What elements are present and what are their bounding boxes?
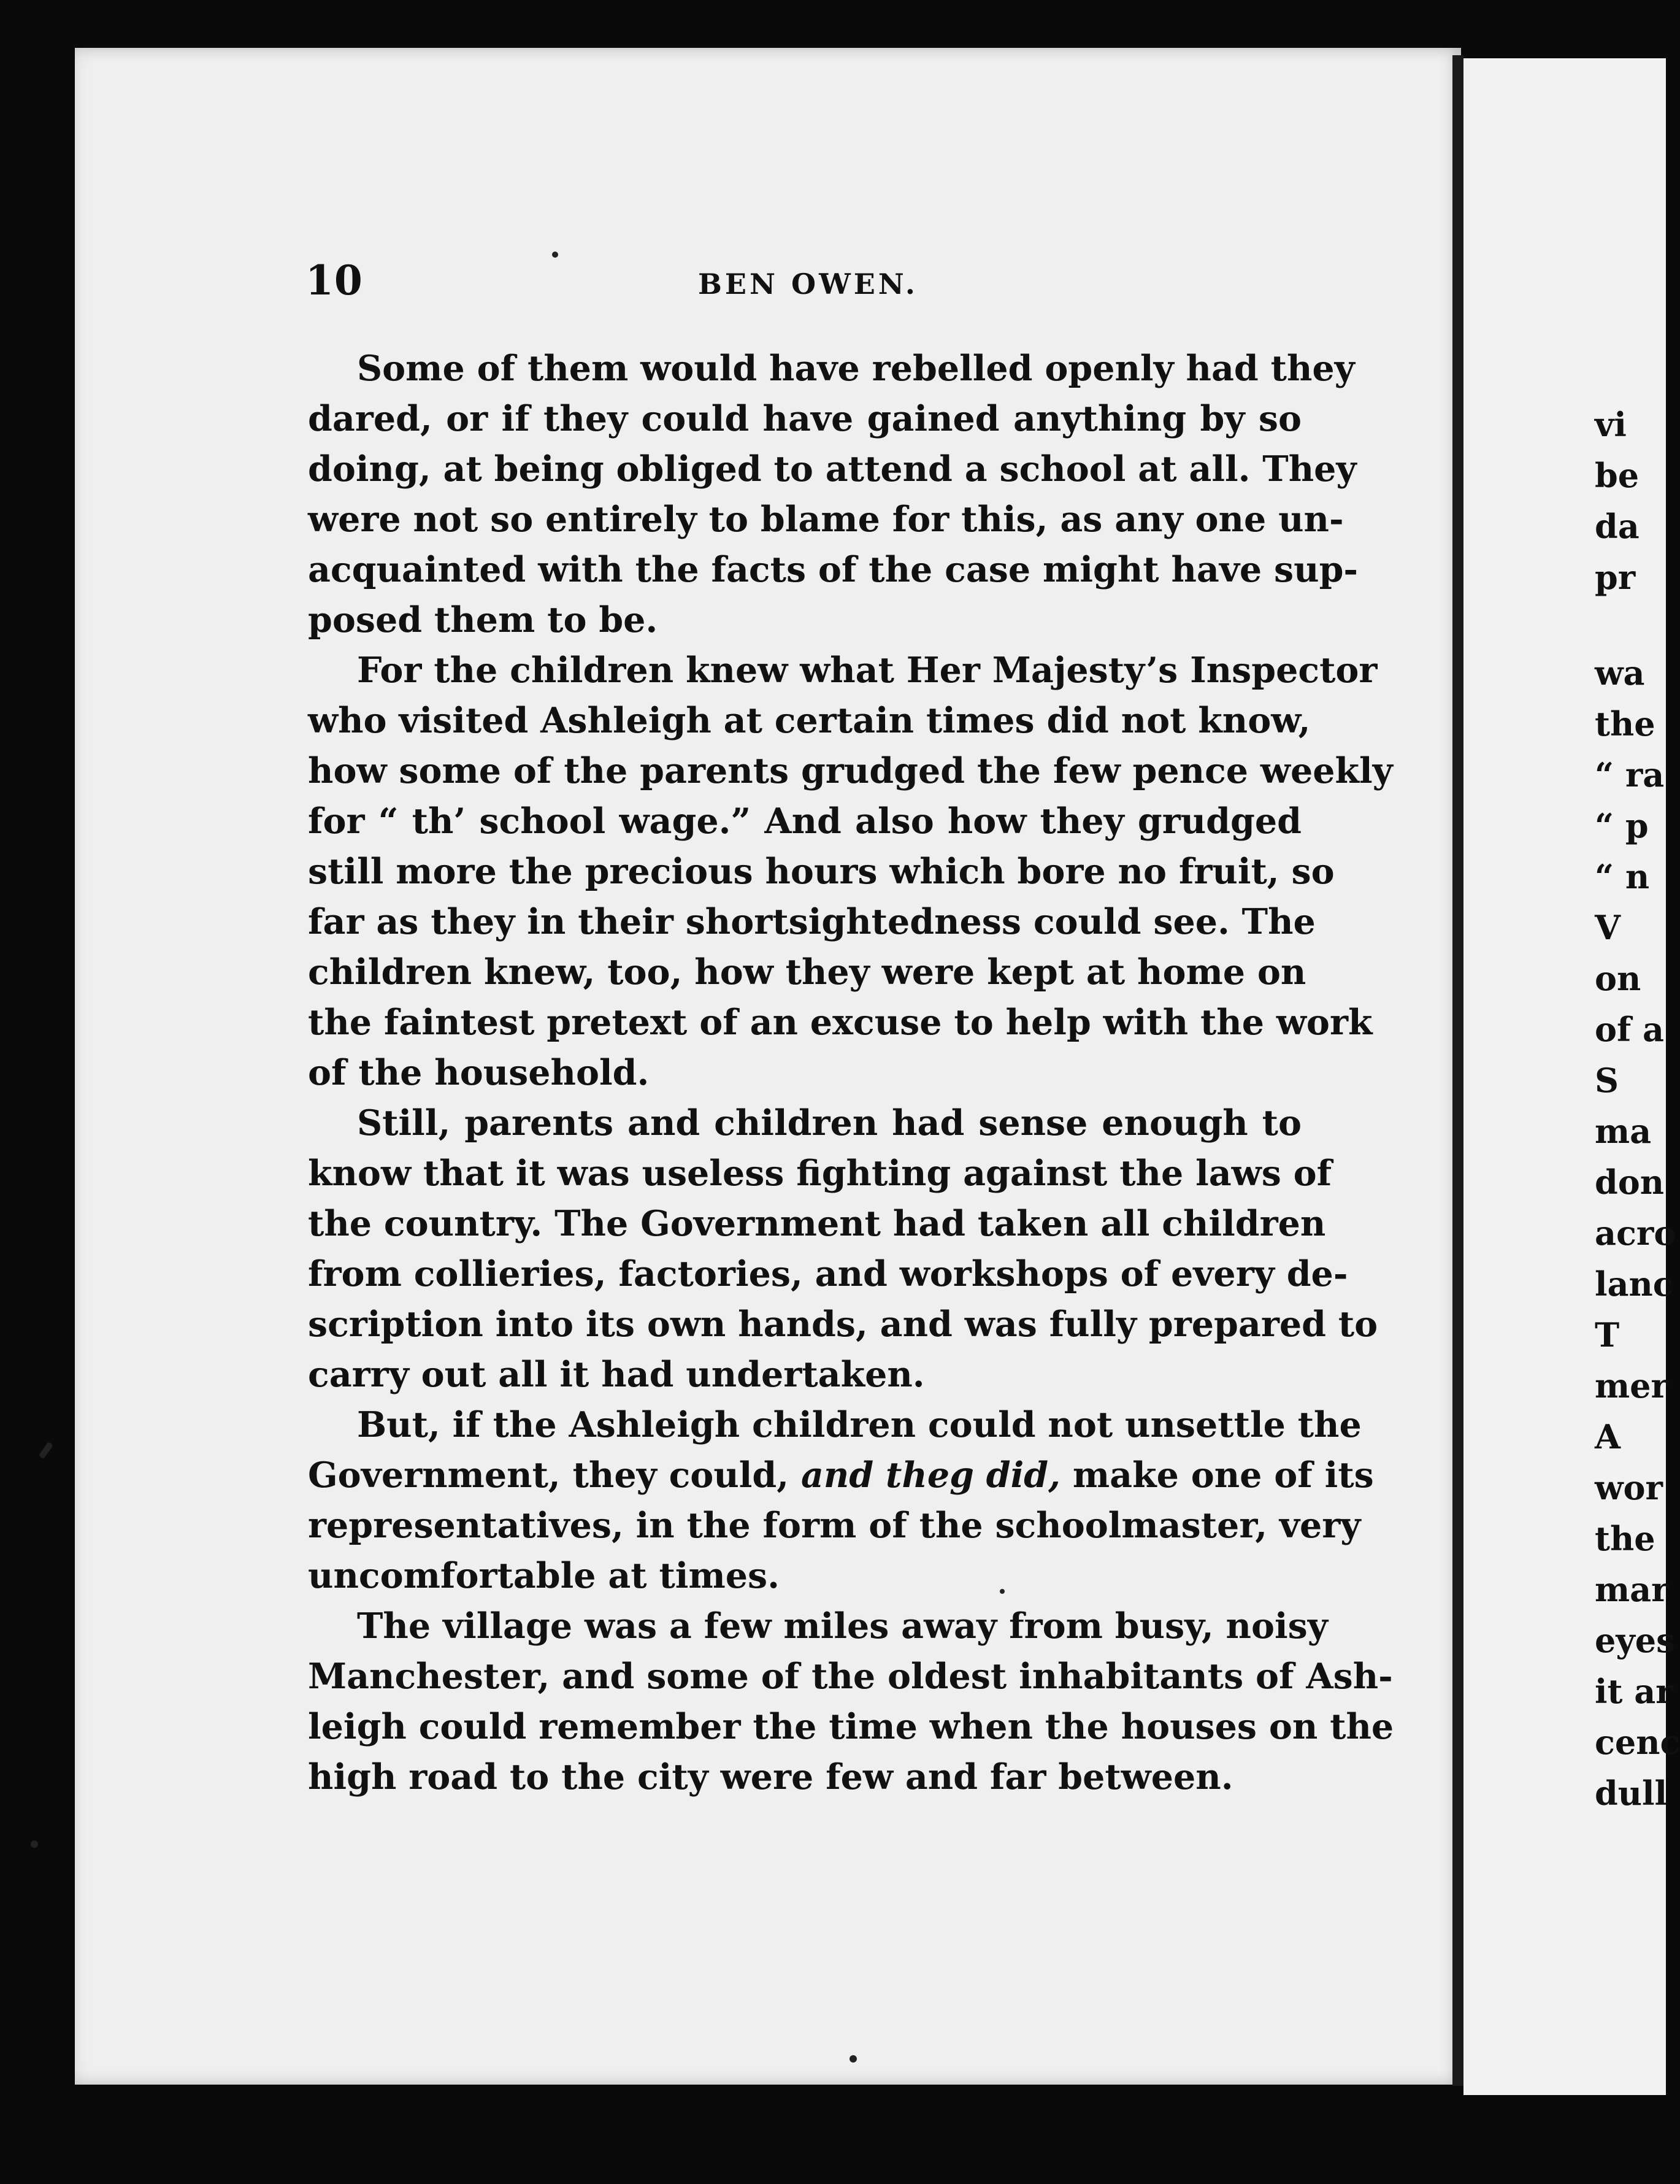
paragraph bbox=[308, 1400, 1374, 1601]
text-line-with-italic bbox=[308, 1450, 1374, 1501]
facing-page-fragment: of a bbox=[1595, 1010, 1665, 1049]
text-line: for “ th’ school wage.” And also how they grudged bbox=[308, 801, 1302, 842]
facing-page-fragment: eyes bbox=[1595, 1621, 1675, 1660]
facing-page-fragment: “ ra bbox=[1595, 755, 1665, 794]
italic-emphasis: and theg did, bbox=[800, 1455, 1061, 1496]
text-span: Government, they could, bbox=[308, 1455, 789, 1496]
text-line: know that it was useless fighting against the laws of bbox=[308, 1153, 1332, 1194]
text-line: uncomfortable at times. bbox=[308, 1555, 780, 1596]
text-line: were not so entirely to blame for this, as any one un- bbox=[308, 499, 1344, 540]
facing-page-fragment: wor bbox=[1595, 1468, 1663, 1507]
facing-page-fragment: dull bbox=[1595, 1774, 1668, 1813]
text-line: But, if the Ashleigh children could not unsettle the bbox=[357, 1404, 1362, 1445]
facing-page-fragment: on bbox=[1595, 959, 1641, 998]
facing-page-fragment: cenc bbox=[1595, 1723, 1680, 1762]
paragraph bbox=[308, 1601, 1394, 1802]
text-line: acquainted with the facts of the case might have sup- bbox=[308, 549, 1359, 590]
scan-speck bbox=[552, 252, 558, 258]
facing-page-fragment: be bbox=[1595, 456, 1640, 495]
paragraph bbox=[308, 344, 1359, 645]
facing-page-fragment: acro bbox=[1595, 1213, 1676, 1253]
facing-page-fragment: “ n bbox=[1595, 857, 1650, 896]
facing-page-fragment: wa bbox=[1595, 653, 1645, 693]
facing-page-fragment: don bbox=[1595, 1163, 1665, 1202]
text-line: scription into its own hands, and was fully prepared to bbox=[308, 1304, 1378, 1345]
facing-page-fragment: V bbox=[1595, 908, 1621, 947]
facing-page-fragment: S bbox=[1595, 1061, 1619, 1100]
page-header bbox=[305, 256, 1287, 312]
text-line: Still, parents and children had sense enough to bbox=[357, 1102, 1302, 1144]
facing-page-fragment: mer bbox=[1595, 1366, 1668, 1405]
facing-page-fragment: pr bbox=[1595, 558, 1636, 597]
text-span: make one of its bbox=[1072, 1455, 1374, 1496]
facing-page-fragment: vi bbox=[1595, 405, 1627, 444]
text-line: The village was a few miles away from busy, noisy bbox=[357, 1605, 1328, 1647]
facing-page-fragment: it ar bbox=[1595, 1672, 1673, 1711]
text-line: still more the precious hours which bore no fruit, so bbox=[308, 851, 1335, 892]
text-line: dared, or if they could have gained anything by so bbox=[308, 398, 1302, 439]
text-line: from collieries, factories, and workshops of every de- bbox=[308, 1253, 1348, 1294]
facing-page-fragment: lanc bbox=[1595, 1264, 1673, 1304]
facing-page-fragment: ma bbox=[1595, 1112, 1652, 1151]
text-line: who visited Ashleigh at certain times did not know, bbox=[308, 700, 1311, 741]
text-line: the country. The Government had taken all children bbox=[308, 1203, 1326, 1244]
text-line: of the household. bbox=[308, 1052, 650, 1093]
page-number: 10 bbox=[305, 256, 363, 304]
text-line: Manchester, and some of the oldest inhabitants of Ash- bbox=[308, 1656, 1393, 1697]
text-line: posed them to be. bbox=[308, 599, 658, 640]
scan-speck bbox=[31, 1840, 38, 1848]
facing-page-fragment: T bbox=[1595, 1315, 1620, 1355]
scan-speck bbox=[1000, 1589, 1005, 1594]
text-line: Some of them would have rebelled openly had they bbox=[357, 348, 1355, 389]
text-line: children knew, too, how they were kept at home on bbox=[308, 952, 1306, 993]
paragraph bbox=[308, 645, 1393, 1098]
text-line: the faintest pretext of an excuse to help with the work bbox=[308, 1002, 1373, 1043]
text-line: representatives, in the form of the schoolmaster, very bbox=[308, 1505, 1361, 1546]
scan-speck bbox=[39, 1442, 53, 1459]
running-head: BEN OWEN. bbox=[698, 267, 918, 301]
facing-page-fragment: the bbox=[1595, 704, 1655, 744]
facing-page-fragment: mar bbox=[1595, 1570, 1669, 1609]
text-line: leigh could remember the time when the houses on the bbox=[308, 1706, 1394, 1747]
text-line: high road to the city were few and far between. bbox=[308, 1756, 1233, 1798]
book-gutter bbox=[1452, 55, 1463, 2086]
facing-page-fragment: “ p bbox=[1595, 806, 1649, 845]
text-line: far as they in their shortsightedness could see. The bbox=[308, 901, 1316, 942]
facing-page-fragment: A bbox=[1595, 1417, 1621, 1456]
text-line: doing, at being obliged to attend a school at all. They bbox=[308, 448, 1357, 490]
facing-page-fragment: the bbox=[1595, 1519, 1655, 1558]
text-line: carry out all it had undertaken. bbox=[308, 1354, 925, 1395]
facing-page-fragment: da bbox=[1595, 507, 1640, 546]
text-line: For the children knew what Her Majesty’s Inspector bbox=[357, 650, 1378, 691]
paragraph bbox=[308, 1098, 1378, 1400]
text-line: how some of the parents grudged the few pence weekly bbox=[308, 750, 1393, 791]
scan-speck bbox=[850, 2055, 857, 2063]
body-text bbox=[308, 344, 1394, 1802]
